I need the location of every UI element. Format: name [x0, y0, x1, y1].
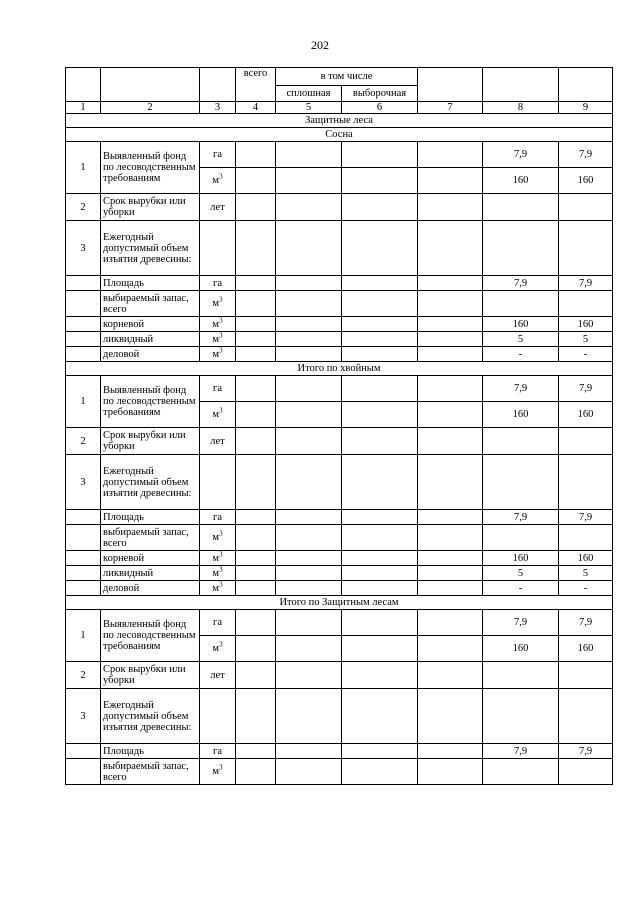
value-col9 [559, 291, 613, 317]
empty-cell [342, 636, 418, 662]
row-label: выбираемый запас, всего [101, 759, 200, 785]
col-number: 5 [276, 102, 342, 114]
unit-cell [200, 510, 236, 525]
unit-text: м [212, 348, 220, 360]
empty-cell [342, 194, 418, 221]
unit-cell: лет [200, 194, 236, 221]
unit-exponent: 3 [219, 331, 223, 339]
empty-cell [66, 347, 101, 362]
unit-cell [200, 142, 236, 168]
page-number: 202 [311, 38, 329, 52]
unit-text: м [212, 567, 220, 579]
empty-cell [342, 759, 418, 785]
row-label: Срок вырубки или уборки [101, 662, 200, 689]
section-title-row [66, 114, 613, 128]
empty-cell [236, 402, 276, 428]
empty-cell [236, 581, 276, 596]
empty-cell [559, 455, 613, 510]
unit-text: м [212, 643, 220, 654]
empty-cell [418, 221, 483, 276]
value-col8: - [483, 581, 559, 596]
unit-cell [200, 566, 236, 581]
detail-row [66, 744, 613, 759]
unit-cell [200, 276, 236, 291]
header-cell-8 [483, 68, 559, 102]
section-title: Итого по хвойным [66, 362, 613, 376]
value-col9: 7,9 [559, 610, 613, 636]
value-col9: 5 [559, 332, 613, 347]
detail-row [66, 566, 613, 581]
empty-cell [66, 291, 101, 317]
value-col8: - [483, 347, 559, 362]
empty-cell [236, 689, 276, 744]
value-col9: 160 [559, 402, 613, 428]
col-number: 1 [66, 102, 101, 114]
empty-cell [483, 662, 559, 689]
unit-cell [200, 317, 236, 332]
value-col9 [559, 759, 613, 785]
unit-cell [200, 551, 236, 566]
empty-cell [200, 455, 236, 510]
unit-exponent: 3 [219, 640, 223, 649]
value-col9: 7,9 [559, 510, 613, 525]
empty-cell [418, 510, 483, 525]
empty-cell [342, 610, 418, 636]
empty-cell [559, 662, 613, 689]
detail-row [66, 276, 613, 291]
row-label: Выявленный фонд по лесоводственным требованиям [101, 610, 200, 662]
empty-cell [342, 168, 418, 194]
empty-cell [236, 291, 276, 317]
detail-row [66, 347, 613, 362]
value-col8: 7,9 [483, 276, 559, 291]
empty-cell [200, 221, 236, 276]
empty-cell [418, 402, 483, 428]
empty-cell [276, 402, 342, 428]
unit-cell: лет [200, 662, 236, 689]
empty-cell [236, 276, 276, 291]
header-cell-7 [418, 68, 483, 102]
unit-exponent: 3 [219, 172, 223, 181]
empty-cell [342, 317, 418, 332]
empty-cell [66, 525, 101, 551]
detail-row [66, 551, 613, 566]
value-col9: 7,9 [559, 142, 613, 168]
col-number: 3 [200, 102, 236, 114]
unit-cell [200, 402, 236, 428]
empty-cell [559, 221, 613, 276]
empty-cell [342, 332, 418, 347]
row-number: 2 [66, 194, 101, 221]
empty-cell [559, 689, 613, 744]
fund-row [66, 610, 613, 636]
empty-cell [236, 566, 276, 581]
empty-cell [418, 566, 483, 581]
unit-cell [200, 376, 236, 402]
unit-exponent: 3 [219, 550, 223, 558]
empty-cell [418, 317, 483, 332]
empty-cell [418, 142, 483, 168]
empty-cell [66, 317, 101, 332]
unit-exponent: 3 [219, 295, 223, 304]
empty-cell [276, 376, 342, 402]
row-label: Выявленный фонд по лесоводственным требованиям [101, 376, 200, 428]
harvest-table [65, 67, 613, 785]
empty-cell [418, 610, 483, 636]
header-cell-1 [66, 68, 101, 102]
empty-cell [276, 510, 342, 525]
unit-exponent: 3 [219, 316, 223, 324]
empty-cell [418, 525, 483, 551]
empty-cell [276, 566, 342, 581]
row-label: Ежегодный допустимый объем изъятия древесины: [101, 221, 200, 276]
empty-cell [418, 332, 483, 347]
empty-cell [418, 689, 483, 744]
empty-cell [276, 662, 342, 689]
empty-cell [276, 221, 342, 276]
section-title-row [66, 596, 613, 610]
header-including: в том числе [276, 68, 418, 86]
unit-text: м [212, 766, 220, 777]
empty-cell [418, 744, 483, 759]
value-col9: 7,9 [559, 376, 613, 402]
section-title-row [66, 362, 613, 376]
annual-volume-row [66, 455, 613, 510]
empty-cell [483, 689, 559, 744]
row-label: Срок вырубки или уборки [101, 428, 200, 455]
unit-exponent: 3 [219, 346, 223, 354]
value-col8: 5 [483, 332, 559, 347]
value-col8 [483, 525, 559, 551]
value-col8: 7,9 [483, 510, 559, 525]
empty-cell [66, 759, 101, 785]
unit-cell [200, 744, 236, 759]
empty-cell [236, 221, 276, 276]
row-label: деловой [101, 581, 200, 596]
empty-cell [418, 759, 483, 785]
empty-cell [66, 581, 101, 596]
value-col9: 160 [559, 168, 613, 194]
value-col9: 7,9 [559, 276, 613, 291]
empty-cell [276, 689, 342, 744]
row-number: 3 [66, 455, 101, 510]
detail-row [66, 759, 613, 785]
empty-cell [342, 662, 418, 689]
empty-cell [236, 744, 276, 759]
empty-cell [276, 455, 342, 510]
empty-cell [66, 551, 101, 566]
empty-cell [276, 332, 342, 347]
unit-cell [200, 581, 236, 596]
value-col8: 160 [483, 551, 559, 566]
value-col8: 7,9 [483, 744, 559, 759]
row-label: ликвидный [101, 566, 200, 581]
empty-cell [418, 276, 483, 291]
unit-exponent: 3 [219, 529, 223, 538]
empty-cell [342, 291, 418, 317]
value-col8: 7,9 [483, 376, 559, 402]
empty-cell [418, 636, 483, 662]
empty-cell [342, 551, 418, 566]
empty-cell [236, 347, 276, 362]
empty-cell [236, 551, 276, 566]
detail-row [66, 581, 613, 596]
unit-cell [200, 332, 236, 347]
empty-cell [559, 428, 613, 455]
empty-cell [418, 551, 483, 566]
value-col9: - [559, 347, 613, 362]
col-number: 8 [483, 102, 559, 114]
unit-text: м [212, 298, 220, 309]
row-number: 3 [66, 689, 101, 744]
term-row [66, 194, 613, 221]
empty-cell [200, 689, 236, 744]
value-col8 [483, 759, 559, 785]
empty-cell [418, 455, 483, 510]
empty-cell [276, 581, 342, 596]
header-total: всего [236, 68, 276, 102]
section-title-row [66, 128, 613, 142]
empty-cell [276, 428, 342, 455]
empty-cell [483, 428, 559, 455]
empty-cell [418, 662, 483, 689]
empty-cell [559, 194, 613, 221]
empty-cell [236, 662, 276, 689]
section-title: Сосна [66, 128, 613, 142]
empty-cell [276, 142, 342, 168]
row-label: деловой [101, 347, 200, 362]
empty-cell [418, 347, 483, 362]
annual-volume-row [66, 689, 613, 744]
unit-exponent: 3 [219, 763, 223, 772]
unit-cell [200, 636, 236, 662]
empty-cell [342, 142, 418, 168]
unit-text: га [213, 745, 222, 757]
empty-cell [276, 610, 342, 636]
empty-cell [483, 455, 559, 510]
unit-cell [200, 525, 236, 551]
value-col8: 160 [483, 168, 559, 194]
fund-row [66, 376, 613, 402]
unit-text: м [212, 582, 220, 594]
row-label: Ежегодный допустимый объем изъятия древесины: [101, 689, 200, 744]
empty-cell [276, 168, 342, 194]
col-number: 6 [342, 102, 418, 114]
empty-cell [236, 455, 276, 510]
row-label: выбираемый запас, всего [101, 525, 200, 551]
empty-cell [483, 194, 559, 221]
unit-cell [200, 291, 236, 317]
unit-cell [200, 759, 236, 785]
empty-cell [276, 636, 342, 662]
value-col8: 5 [483, 566, 559, 581]
unit-text: га [213, 617, 222, 628]
empty-cell [342, 276, 418, 291]
empty-cell [66, 566, 101, 581]
empty-cell [342, 581, 418, 596]
annual-volume-row [66, 221, 613, 276]
value-col9: 7,9 [559, 744, 613, 759]
detail-row [66, 291, 613, 317]
empty-cell [342, 744, 418, 759]
unit-exponent: 3 [219, 565, 223, 573]
empty-cell [236, 168, 276, 194]
col-number: 4 [236, 102, 276, 114]
unit-cell: лет [200, 428, 236, 455]
detail-row [66, 317, 613, 332]
empty-cell [342, 455, 418, 510]
empty-cell [276, 551, 342, 566]
empty-cell [483, 221, 559, 276]
unit-text: м [212, 532, 220, 543]
unit-cell [200, 168, 236, 194]
row-label: корневой [101, 317, 200, 332]
detail-row [66, 525, 613, 551]
row-number: 2 [66, 662, 101, 689]
unit-text: га [213, 277, 222, 289]
empty-cell [66, 510, 101, 525]
empty-cell [276, 759, 342, 785]
value-col8 [483, 291, 559, 317]
empty-cell [276, 525, 342, 551]
empty-cell [418, 376, 483, 402]
row-number: 2 [66, 428, 101, 455]
empty-cell [342, 376, 418, 402]
value-col9 [559, 525, 613, 551]
row-label: выбираемый запас, всего [101, 291, 200, 317]
empty-cell [236, 317, 276, 332]
unit-cell [200, 610, 236, 636]
unit-text: га [213, 511, 222, 523]
empty-cell [236, 194, 276, 221]
unit-text: м [212, 175, 220, 186]
empty-cell [66, 332, 101, 347]
col-number: 2 [101, 102, 200, 114]
unit-cell [200, 347, 236, 362]
empty-cell [276, 276, 342, 291]
empty-cell [236, 610, 276, 636]
empty-cell [342, 221, 418, 276]
empty-cell [236, 636, 276, 662]
header-cell-3 [200, 68, 236, 102]
empty-cell [342, 510, 418, 525]
empty-cell [66, 744, 101, 759]
empty-cell [236, 142, 276, 168]
header-clear: сплошная [276, 86, 342, 102]
term-row [66, 662, 613, 689]
empty-cell [66, 276, 101, 291]
header-cell-9 [559, 68, 613, 102]
header-cell-2 [101, 68, 200, 102]
value-col8: 160 [483, 402, 559, 428]
row-label: Ежегодный допустимый объем изъятия древесины: [101, 455, 200, 510]
col-number: 9 [559, 102, 613, 114]
row-label: Выявленный фонд по лесоводственным требованиям [101, 142, 200, 194]
empty-cell [276, 317, 342, 332]
row-label: Площадь [101, 510, 200, 525]
unit-text: м [212, 552, 220, 564]
section-title: Защитные леса [66, 114, 613, 128]
empty-cell [236, 428, 276, 455]
value-col8: 160 [483, 636, 559, 662]
empty-cell [418, 581, 483, 596]
column-numbers-row [66, 102, 613, 114]
row-label: корневой [101, 551, 200, 566]
unit-exponent: 3 [219, 406, 223, 415]
unit-text: м [212, 409, 220, 420]
header-selective: выборочная [342, 86, 418, 102]
term-row [66, 428, 613, 455]
empty-cell [342, 402, 418, 428]
header-row-1 [66, 68, 613, 86]
value-col9: 160 [559, 317, 613, 332]
row-number: 1 [66, 376, 101, 428]
unit-text: м [212, 333, 220, 345]
empty-cell [342, 566, 418, 581]
unit-text: га [213, 149, 222, 160]
empty-cell [418, 168, 483, 194]
value-col8: 7,9 [483, 142, 559, 168]
empty-cell [236, 376, 276, 402]
value-col8: 7,9 [483, 610, 559, 636]
row-number: 3 [66, 221, 101, 276]
empty-cell [418, 291, 483, 317]
empty-cell [418, 194, 483, 221]
value-col9: 160 [559, 636, 613, 662]
empty-cell [342, 347, 418, 362]
empty-cell [342, 525, 418, 551]
empty-cell [276, 194, 342, 221]
row-label: Срок вырубки или уборки [101, 194, 200, 221]
value-col9: 5 [559, 566, 613, 581]
fund-row [66, 142, 613, 168]
empty-cell [236, 759, 276, 785]
section-title: Итого по Защитным лесам [66, 596, 613, 610]
empty-cell [236, 510, 276, 525]
unit-text: м [212, 318, 220, 330]
unit-text: га [213, 383, 222, 394]
row-number: 1 [66, 610, 101, 662]
row-label: Площадь [101, 744, 200, 759]
value-col9: - [559, 581, 613, 596]
value-col8: 160 [483, 317, 559, 332]
empty-cell [276, 744, 342, 759]
detail-row [66, 510, 613, 525]
row-label: ликвидный [101, 332, 200, 347]
col-number: 7 [418, 102, 483, 114]
empty-cell [276, 291, 342, 317]
empty-cell [236, 332, 276, 347]
empty-cell [342, 428, 418, 455]
empty-cell [342, 689, 418, 744]
empty-cell [236, 525, 276, 551]
unit-exponent: 3 [219, 580, 223, 588]
empty-cell [276, 347, 342, 362]
value-col9: 160 [559, 551, 613, 566]
detail-row [66, 332, 613, 347]
row-number: 1 [66, 142, 101, 194]
row-label: Площадь [101, 276, 200, 291]
empty-cell [418, 428, 483, 455]
